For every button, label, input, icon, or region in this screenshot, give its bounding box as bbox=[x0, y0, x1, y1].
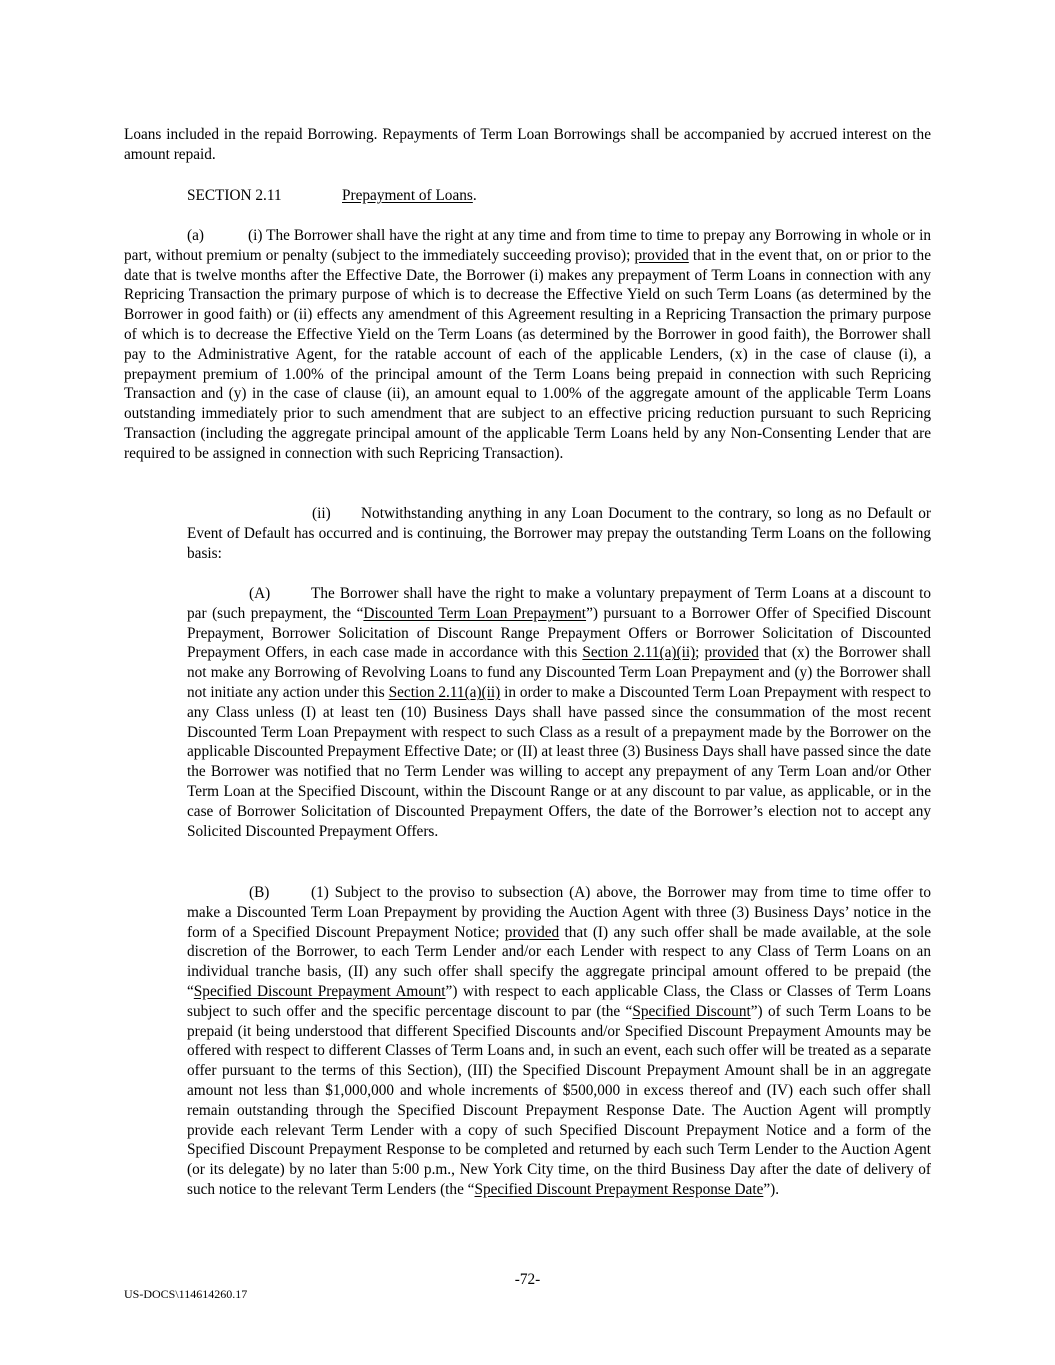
document-page: Loans included in the repaid Borrowing. Repayments of Term Loan Borrowings shall be accompanied by accrued interest on the amount repaid. SECTION 2.11 Prepayment of Loans. (a) (i) The Borrower shall have the right at any time and from time to time to prepay any Borrowing in whole or in part, without premium or penalty (subject to the immediately succeeding proviso); provided that in the event that, on or prior to the date that is twelve months after the Effective Date, the Borrower (i) makes any prepayment of Term Loans in connection with any Repricing Transaction the primary purpose of which is to decrease the Effective Yield on such Term Loans (as determined by the Borrower in good faith) or (ii) effects any amendment of this Agreement resulting in a Repricing Transaction the primary purpose of which is to decrease the Effective Yield on the Term Loans (as determined by the Borrower in good faith), the Borrower shall pay to the Administrative Agent, for the ratable account of each of the applicable Lenders, (x) in the case of clause (i), a prepayment premium of 1.00% of the principal amount of the Term Loans being prepaid in connection with such Repricing Transaction and (y) in the case of clause (ii), an amount equal to 1.00% of the aggregate amount of the applicable Term Loans outstanding immediately prior to such amendment that are subject to an effective pricing reduction pursuant to such Repricing Transaction (including the aggregate principal amount of the applicable Term Loans held by any Non-Consenting Lender that are required to be assigned in connection with such Repricing Transaction). (ii) Notwithstanding anything in any Loan Document to the contrary, so long as no Default or Event of Default has occurred and is continuing, the Borrower may prepay the outstanding Term Loans on the following basis: (A) The Borrower shall have the right to make a voluntary prepayment of Term Loans at a discount to par (such prepayment, the “Discounted Term Loan Prepayment”) pursuant to a Borrower Offer of Specified Discount Prepayment, Borrower Solicitation of Discount Range Prepayment Offers or Borrower Solicitation of Discounted Prepayment Offers, in each case made in accordance with this Section 2.11(a)(ii); provided that (x) the Borrower shall not make any Borrowing of Revolving Loans to fund any Discounted Term Loan Prepayment and (y) the Borrower shall not initiate any action under this Section 2.11(a)(ii) in order to make a Discounted Term Loan Prepayment with respect to any Class unless (I) at least ten (10) Business Days shall have passed since the consummation of the most recent Discounted Term Loan Prepayment with respect to such Class as a result of a prepayment made by the Borrower on the applicable Discounted Prepayment Effective Date; or (II) at least three (3) Business Days shall have passed since the date the Borrower was notified that no Term Lender was willing to accept any prepayment of any Term Loan and/or Other Term Loan at the Specified Discount, within the Discount Range or at any discount to par value, as applicable, or in the case of Borrower Solicitation of Discounted Prepayment Offers, the date of the Borrower’s election not to accept any Solicited Discounted Prepayment Offers. (B) (1) Subject to the proviso to subsection (A) above, the Borrower may from time to time offer to make a Discounted Term Loan Prepayment by providing the Auction Agent with three (3) Business Days’ notice in the form of a Specified Discount Prepayment Notice; provided that (I) any such offer shall be made available, at the sole discretion of the Borrower, to each Term Lender and/or each Lender with respect to any Class of Term Loans on an individual tranche basis, (II) any such offer shall specify the aggregate principal amount offered to be prepaid (the “Specified Discount Prepayment Amount”) with respect to each applicable Class, the Class or Classes of Term Loans subject to such offer and the specific percentage discount to par (the “Specified Discount”) of such Term Loans to be prepaid (it being understood that different Specified Discounts and/or Specified Discount Prepayment Amounts may be offered with respect to different Classes of Term Loans and, in such an event, each such offer will be treated as a separate offer pursuant to the terms of this Section), (III) the Specified Discount Prepayment Amount shall be in an aggregate amount not less than $1,000,000 and whole increments of $500,000 in excess thereof and (IV) each such offer shall remain outstanding through the Specified Discount Prepayment Response Date. The Auction Agent will promptly provide each relevant Term Lender with a copy of such Specified Discount Prepayment Notice and a form of the Specified Discount Prepayment Response to be completed and returned by each such Term Lender to the Auction Agent (or its delegate) by no later than 5:00 p.m., New York City time, on the third Business Day after the date of delivery of such notice to the relevant Term Lenders (the “Specified Discount Prepayment Response Date”). -72- US-DOCS\114614260.17 bbox=[0, 0, 1055, 1365]
paragraph-a: (a) (i) The Borrower shall have the right at any time and from time to time to prepay any Borrowing in whole or in part, without premium or penalty (subject to the immediately succeeding proviso); provided that in the event that, on or prior to the date that is twelve months after the Effective Date, the Borrower (i) makes any prepayment of Term Loans in connection with any Repricing Transaction the primary purpose of which is to decrease the Effective Yield on such Term Loans (as determined by the Borrower in good faith) or (ii) effects any amendment of this Agreement resulting in a Repricing Transaction the primary purpose of which is to decrease the Effective Yield on the Term Loans (as determined by the Borrower in good faith), the Borrower shall pay to the Administrative Agent, for the ratable account of each of the applicable Lenders, (x) in the case of clause (i), a prepayment premium of 1.00% of the principal amount of the Term Loans being prepaid in connection with such Repricing Transaction and (y) in the case of clause (ii), an amount equal to 1.00% of the aggregate amount of the applicable Term Loans outstanding immediately prior to such amendment that are subject to an effective pricing reduction pursuant to such Repricing Transaction (including the aggregate principal amount of the applicable Term Loans held by any Non-Consenting Lender that are required to be assigned in connection with such Repricing Transaction). bbox=[124, 227, 931, 462]
paragraph-continuation: Loans included in the repaid Borrowing. Repayments of Term Loan Borrowings shall be accompanied by accrued interest on the amount repaid. bbox=[124, 126, 931, 163]
section-number: SECTION 2.11 bbox=[187, 187, 282, 204]
paragraph-B: (B) (1) Subject to the proviso to subsection (A) above, the Borrower may from time to time offer to make a Discounted Term Loan Prepayment by providing the Auction Agent with three (3) Business Days’ notice in the form of a Specified Discount Prepayment Notice; provided that (I) any such offer shall be made available, at the sole discretion of the Borrower, to each Term Lender and/or each Lender with respect to any Class of Term Loans on an individual tranche basis, (II) any such offer shall specify the aggregate principal amount offered to be prepaid (the “Specified Discount Prepayment Amount”) with respect to each applicable Class, the Class or Classes of Term Loans subject to such offer and the specific percentage discount to par (the “Specified Discount”) of such Term Loans to be prepaid (it being understood that different Specified Discounts and/or Specified Discount Prepayment Amounts may be offered with respect to different Classes of Term Loans and, in such an event, each such offer will be treated as a separate offer pursuant to the terms of this Section), (III) the Specified Discount Prepayment Amount shall be in an aggregate amount not less than $1,000,000 and whole increments of $500,000 in excess thereof and (IV) each such offer shall remain outstanding through the Specified Discount Prepayment Response Date. The Auction Agent will promptly provide each relevant Term Lender with a copy of such Specified Discount Prepayment Notice and a form of the Specified Discount Prepayment Response to be completed and returned by each such Term Lender to the Auction Agent (or its delegate) by no later than 5:00 p.m., New York City time, on the third Business Day after the date of delivery of such notice to the relevant Term Lenders (the “Specified Discount Prepayment Response Date”). bbox=[187, 884, 931, 1198]
section-title: Prepayment of Loans bbox=[342, 187, 473, 204]
document-id: US-DOCS\114614260.17 bbox=[124, 1287, 248, 1301]
paragraph-A: (A) The Borrower shall have the right to make a voluntary prepayment of Term Loans at a discount to par (such prepayment, the “Discounted Term Loan Prepayment”) pursuant to a Borrower Offer of Specified Discount Prepayment, Borrower Solicitation of Discount Range Prepayment Offers or Borrower Solicitation of Discounted Prepayment Offers, in each case made in accordance with this Section 2.11(a)(ii); provided that (x) the Borrower shall not make any Borrowing of Revolving Loans to fund any Discounted Term Loan Prepayment and (y) the Borrower shall not initiate any action under this Section 2.11(a)(ii) in order to make a Discounted Term Loan Prepayment with respect to any Class unless (I) at least ten (10) Business Days shall have passed since the consummation of the most recent Discounted Term Loan Prepayment with respect to such Class as a result of a prepayment made by the Borrower on the applicable Discounted Prepayment Effective Date; or (II) at least three (3) Business Days shall have passed since the date the Borrower was notified that no Term Lender was willing to accept any prepayment of any Term Loan and/or Other Term Loan at the Specified Discount, within the Discount Range or at any discount to par value, as applicable, or in the case of Borrower Solicitation of Discounted Prepayment Offers, the date of the Borrower’s election not to accept any Solicited Discounted Prepayment Offers. bbox=[187, 585, 932, 840]
page-number: -72- bbox=[514, 1271, 541, 1288]
paragraph-ii: (ii) Notwithstanding anything in any Loan Document to the contrary, so long as no Default or Event of Default has occurred and is continuing, the Borrower may prepay the outstanding Term Loans on the following basis: bbox=[187, 505, 931, 562]
